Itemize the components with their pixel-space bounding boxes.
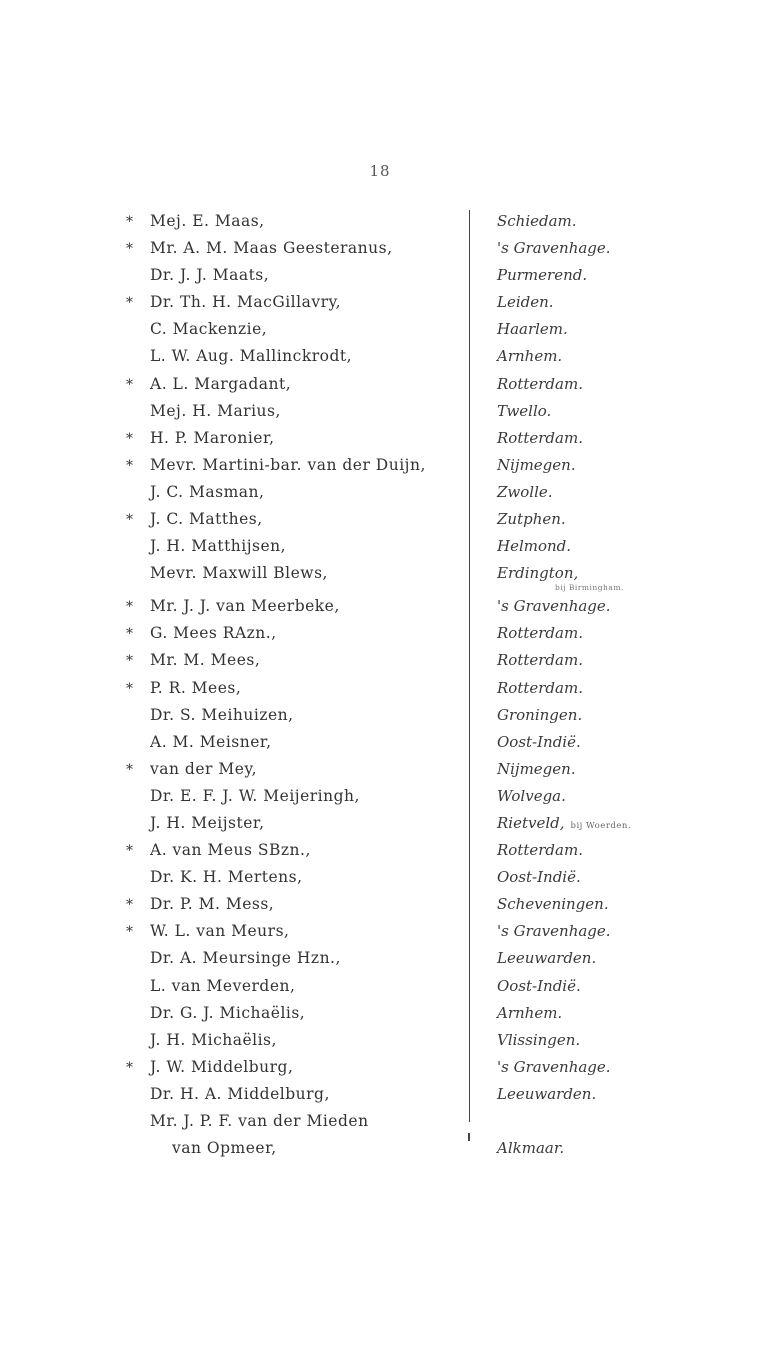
place-name: Leiden. (497, 293, 554, 312)
list-item (0, 1002, 760, 1029)
place-name: Leeuwarden. (497, 1084, 597, 1103)
member-marker: * (126, 241, 133, 258)
member-name: Mr. J. J. van Meerbeke, (150, 597, 340, 616)
member-place (497, 922, 611, 940)
list-item (0, 1056, 760, 1083)
place-name: Leeuwarden. (497, 949, 597, 968)
place-name: Rotterdam. (497, 678, 583, 697)
list-item (0, 975, 760, 1002)
place-name: Erdington, (497, 564, 579, 583)
place-name: Rotterdam. (497, 374, 583, 393)
member-name: C. Mackenzie, (150, 320, 268, 339)
list-item (0, 373, 760, 400)
place-name: Oost-Indië. (497, 976, 581, 995)
list-item (0, 677, 760, 704)
member-name: Dr. Th. H. MacGillavry, (150, 293, 342, 312)
member-marker: * (126, 214, 133, 230)
list-item (0, 454, 760, 481)
member-name: van der Mey, (150, 759, 258, 778)
list-item (0, 291, 760, 318)
list-item (0, 893, 760, 920)
member-place (497, 787, 566, 805)
member-marker: * (126, 430, 133, 447)
place-name: Rietveld, (497, 813, 565, 832)
member-marker: * (126, 512, 133, 529)
list-item (0, 1137, 760, 1164)
member-name: Mej. E. Maas, (150, 212, 265, 230)
list-item (0, 1029, 760, 1056)
member-name: van Opmeer, (172, 1139, 277, 1158)
member-marker: * (126, 626, 133, 643)
member-place (497, 1004, 562, 1022)
member-place (497, 347, 562, 365)
member-place (497, 679, 583, 697)
member-place (497, 949, 596, 967)
place-name: Arnhem. (497, 1003, 563, 1022)
member-marker: * (126, 376, 133, 393)
member-marker: * (126, 761, 133, 778)
member-name: J. H. Matthijsen, (150, 537, 287, 556)
list-item (0, 920, 760, 947)
list-item (0, 595, 760, 622)
member-name: P. R. Mees, (150, 678, 242, 697)
member-name: L. van Meverden, (150, 976, 296, 995)
place-name: Nijmegen. (497, 455, 576, 474)
list-item (0, 1083, 760, 1110)
list-item (0, 1110, 760, 1137)
member-marker: * (126, 599, 133, 616)
member-marker: * (126, 1059, 133, 1076)
member-place (497, 510, 566, 528)
member-name: A. L. Margadant, (150, 374, 292, 393)
place-name: Groningen. (497, 705, 583, 724)
member-name: Dr. K. H. Mertens, (150, 868, 303, 887)
list-item (0, 866, 760, 893)
member-place (497, 429, 583, 447)
list-item (0, 731, 760, 758)
place-name: Rotterdam. (497, 651, 583, 670)
place-name: Oost-Indië. (497, 868, 581, 887)
member-name: L. W. Aug. Mallinckrodt, (150, 347, 353, 366)
member-name: Mevr. Maxwill Blews, (150, 564, 328, 583)
place-name: Zwolle. (497, 482, 553, 501)
list-item (0, 400, 760, 427)
member-name: Mr. J. P. F. van der Mieden (150, 1112, 369, 1130)
member-place (497, 868, 581, 886)
place-name: Alkmaar. (497, 1139, 565, 1158)
member-name: Mevr. Martini-bar. van der Duijn, (150, 455, 426, 474)
list-item (0, 839, 760, 866)
member-name: A. M. Meisner, (150, 732, 272, 751)
place-name: Rotterdam. (497, 428, 583, 447)
member-place (497, 760, 576, 778)
member-place (497, 320, 568, 338)
member-place (497, 624, 583, 642)
place-name: Wolvega. (497, 786, 566, 805)
member-marker: * (126, 897, 133, 914)
member-place (497, 814, 631, 832)
member-place (497, 266, 587, 284)
place-name: Haarlem. (497, 320, 568, 339)
member-place (497, 483, 553, 501)
place-name: 's Gravenhage. (497, 922, 611, 941)
member-name: Dr. A. Meursinge Hzn., (150, 949, 341, 968)
member-marker: * (126, 843, 133, 860)
member-place (497, 293, 554, 311)
list-item (0, 758, 760, 785)
place-name: Rotterdam. (497, 624, 583, 643)
member-name: Dr. S. Meihuizen, (150, 705, 294, 724)
member-name: J. H. Michaëlis, (150, 1030, 277, 1049)
member-place (497, 1085, 596, 1103)
page-number: 18 (369, 162, 391, 180)
member-name: Dr. J. J. Maats, (150, 266, 270, 285)
member-name: Mr. M. Mees, (150, 651, 261, 670)
member-place (497, 239, 611, 257)
member-place (497, 564, 578, 582)
place-name: 's Gravenhage. (497, 239, 611, 258)
list-item (0, 562, 760, 595)
place-name: Schiedam. (497, 212, 577, 230)
member-name: Dr. G. J. Michaëlis, (150, 1003, 306, 1022)
member-place (497, 841, 583, 859)
list-item (0, 210, 760, 237)
member-marker: * (126, 457, 133, 474)
place-name: Zutphen. (497, 510, 566, 529)
place-name: Rotterdam. (497, 841, 583, 860)
member-place (497, 212, 577, 230)
place-note: bij Woerden. (570, 820, 632, 831)
list-item (0, 649, 760, 676)
member-marker: * (126, 653, 133, 670)
member-place (497, 706, 582, 724)
list-item (0, 237, 760, 264)
member-place (497, 1058, 611, 1076)
member-place (497, 733, 581, 751)
member-place (497, 456, 576, 474)
place-name: Helmond. (497, 537, 572, 556)
member-name: Dr. E. F. J. W. Meijeringh, (150, 786, 360, 805)
list-item (0, 785, 760, 812)
member-list (0, 210, 760, 1164)
place-name: Nijmegen. (497, 759, 576, 778)
member-marker: * (126, 924, 133, 941)
member-name: G. Mees RAzn., (150, 624, 277, 643)
place-name: Scheveningen. (497, 895, 609, 914)
member-name: J. H. Meijster, (150, 813, 265, 832)
list-item (0, 622, 760, 649)
member-name: H. P. Maronier, (150, 428, 275, 447)
member-name: Dr. H. A. Middelburg, (150, 1084, 330, 1103)
member-name: J. W. Middelburg, (150, 1057, 294, 1076)
place-name: Purmerend. (497, 266, 588, 285)
list-item (0, 947, 760, 974)
member-place (497, 1139, 564, 1157)
member-place (497, 895, 609, 913)
list-item (0, 704, 760, 731)
list-item (0, 481, 760, 508)
member-name: Mej. H. Marius, (150, 401, 281, 420)
member-place (497, 977, 581, 995)
member-name: W. L. van Meurs, (150, 922, 290, 941)
place-name: 's Gravenhage. (497, 597, 611, 616)
place-name: 's Gravenhage. (497, 1057, 611, 1076)
member-place (497, 537, 571, 555)
place-name: Vlissingen. (497, 1030, 581, 1049)
list-item (0, 812, 760, 839)
member-marker: * (126, 295, 133, 312)
list-item (0, 508, 760, 535)
member-name: Dr. P. M. Mess, (150, 895, 275, 914)
place-name: Oost-Indië. (497, 732, 581, 751)
member-place (497, 651, 583, 669)
member-place (497, 1031, 580, 1049)
place-subnote: bij Birmingham. (555, 583, 624, 593)
member-place (497, 597, 611, 615)
place-name: Twello. (497, 401, 552, 420)
list-item (0, 427, 760, 454)
list-item (0, 535, 760, 562)
member-place (497, 375, 583, 393)
place-name: Arnhem. (497, 347, 563, 366)
member-place (497, 402, 551, 420)
member-name: J. C. Masman, (150, 482, 265, 501)
member-marker: * (126, 680, 133, 697)
member-name: Mr. A. M. Maas Geesteranus, (150, 239, 393, 258)
list-item (0, 345, 760, 372)
list-item (0, 318, 760, 345)
list-item (0, 264, 760, 291)
member-name: J. C. Matthes, (150, 510, 263, 529)
member-name: A. van Meus SBzn., (150, 841, 311, 860)
